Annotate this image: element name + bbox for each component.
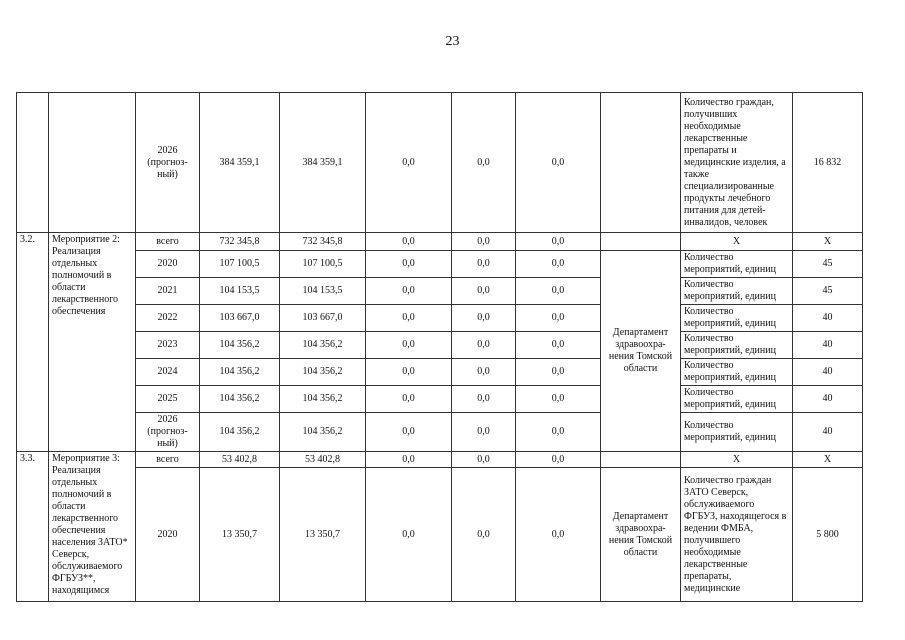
total-funds-cell: 384 359,1 [200, 93, 280, 233]
indicator-cell: Количество граждан ЗАТО Северск, обслуживаемого ФГБУЗ, находящегося в ведении ФМБА, получившего необходимые лекарственные препараты, медицинские [681, 468, 793, 602]
department-cell [601, 93, 681, 233]
department-cell: Департамент здравоохра-нения Томской области [601, 468, 681, 602]
total-funds-cell: 104 356,2 [200, 413, 280, 452]
extrabudget-cell: 0,0 [516, 93, 601, 233]
local-budget-cell: 0,0 [452, 305, 516, 332]
page-number: 23 [445, 34, 460, 49]
federal-budget-cell: 0,0 [366, 251, 452, 278]
target-value-cell: 40 [793, 305, 863, 332]
table-row [17, 386, 863, 413]
regional-budget-cell: 53 402,8 [280, 452, 366, 468]
total-funds-cell: 104 356,2 [200, 386, 280, 413]
regional-budget-cell: 104 356,2 [280, 359, 366, 386]
table-row [17, 251, 863, 278]
local-budget-cell: 0,0 [452, 452, 516, 468]
local-budget-cell: 0,0 [452, 468, 516, 602]
year-cell: 2020 [136, 251, 200, 278]
extrabudget-cell: 0,0 [516, 251, 601, 278]
target-value-cell: 45 [793, 278, 863, 305]
regional-budget-cell: 104 356,2 [280, 332, 366, 359]
regional-budget-cell: 384 359,1 [280, 93, 366, 233]
extrabudget-cell: 0,0 [516, 233, 601, 251]
target-value-cell: 40 [793, 386, 863, 413]
table-body [17, 93, 863, 602]
indicator-cell: Количество мероприятий, единиц [681, 332, 793, 359]
total-funds-cell: 104 356,2 [200, 332, 280, 359]
indicator-cell: Количество мероприятий, единиц [681, 251, 793, 278]
table-row [17, 468, 863, 602]
measure-name-cell: Мероприятие 2: Реализация отдельных полномочий в области лекарственного обеспечения [49, 233, 136, 452]
table-row [17, 413, 863, 452]
federal-budget-cell: 0,0 [366, 278, 452, 305]
extrabudget-cell: 0,0 [516, 452, 601, 468]
target-value-cell: 5 800 [793, 468, 863, 602]
extrabudget-cell: 0,0 [516, 413, 601, 452]
regional-budget-cell: 103 667,0 [280, 305, 366, 332]
indicator-cell: Количество граждан, получивших необходимые лекарственные препараты и медицинские изделия, а также специализированные продукты лечебного питания для детей-инвалидов, человек [681, 93, 793, 233]
local-budget-cell: 0,0 [452, 93, 516, 233]
federal-budget-cell: 0,0 [366, 386, 452, 413]
year-cell: 2025 [136, 386, 200, 413]
local-budget-cell: 0,0 [452, 386, 516, 413]
target-value-cell: 45 [793, 251, 863, 278]
federal-budget-cell: 0,0 [366, 359, 452, 386]
indicator-cell: Количество мероприятий, единиц [681, 413, 793, 452]
extrabudget-cell: 0,0 [516, 305, 601, 332]
table-row [17, 359, 863, 386]
target-value-cell: 40 [793, 359, 863, 386]
indicator-cell: Количество мероприятий, единиц [681, 278, 793, 305]
target-value-cell: 16 832 [793, 93, 863, 233]
target-value-cell: X [793, 233, 863, 251]
year-cell: 2022 [136, 305, 200, 332]
program-table [16, 92, 863, 602]
year-cell: 2026 (прогноз- ный) [136, 413, 200, 452]
federal-budget-cell: 0,0 [366, 93, 452, 233]
federal-budget-cell: 0,0 [366, 233, 452, 251]
indicator-cell: X [681, 452, 793, 468]
federal-budget-cell: 0,0 [366, 468, 452, 602]
total-funds-cell: 732 345,8 [200, 233, 280, 251]
local-budget-cell: 0,0 [452, 233, 516, 251]
year-cell: 2024 [136, 359, 200, 386]
federal-budget-cell: 0,0 [366, 305, 452, 332]
table-row [17, 278, 863, 305]
regional-budget-cell: 732 345,8 [280, 233, 366, 251]
year-cell: всего [136, 233, 200, 251]
regional-budget-cell: 104 356,2 [280, 413, 366, 452]
extrabudget-cell: 0,0 [516, 359, 601, 386]
measure-number-cell: 3.3. [17, 452, 49, 602]
number-cell [17, 93, 49, 233]
department-cell [601, 233, 681, 251]
measure-number-cell: 3.2. [17, 233, 49, 452]
federal-budget-cell: 0,0 [366, 413, 452, 452]
measure-name-cell: Мероприятие 3: Реализация отдельных полномочий в области лекарственного обеспечения населения ЗАТО* Северск, обслуживаемого ФГБУЗ**, находящимся [49, 452, 136, 602]
local-budget-cell: 0,0 [452, 251, 516, 278]
target-value-cell: 40 [793, 413, 863, 452]
extrabudget-cell: 0,0 [516, 278, 601, 305]
table-row [17, 233, 863, 251]
year-cell: 2023 [136, 332, 200, 359]
table-row [17, 93, 863, 233]
regional-budget-cell: 13 350,7 [280, 468, 366, 602]
local-budget-cell: 0,0 [452, 332, 516, 359]
federal-budget-cell: 0,0 [366, 332, 452, 359]
federal-budget-cell: 0,0 [366, 452, 452, 468]
total-funds-cell: 107 100,5 [200, 251, 280, 278]
extrabudget-cell: 0,0 [516, 386, 601, 413]
table-row [17, 332, 863, 359]
extrabudget-cell: 0,0 [516, 468, 601, 602]
total-funds-cell: 53 402,8 [200, 452, 280, 468]
regional-budget-cell: 107 100,5 [280, 251, 366, 278]
indicator-cell: Количество мероприятий, единиц [681, 386, 793, 413]
target-value-cell: X [793, 452, 863, 468]
regional-budget-cell: 104 153,5 [280, 278, 366, 305]
regional-budget-cell: 104 356,2 [280, 386, 366, 413]
measure-name-cell [49, 93, 136, 233]
year-cell: 2021 [136, 278, 200, 305]
indicator-cell: Количество мероприятий, единиц [681, 359, 793, 386]
table-row [17, 452, 863, 468]
total-funds-cell: 104 153,5 [200, 278, 280, 305]
total-funds-cell: 13 350,7 [200, 468, 280, 602]
total-funds-cell: 104 356,2 [200, 359, 280, 386]
target-value-cell: 40 [793, 332, 863, 359]
local-budget-cell: 0,0 [452, 413, 516, 452]
department-cell [601, 452, 681, 468]
indicator-cell: X [681, 233, 793, 251]
table-row [17, 305, 863, 332]
total-funds-cell: 103 667,0 [200, 305, 280, 332]
indicator-cell: Количество мероприятий, единиц [681, 305, 793, 332]
local-budget-cell: 0,0 [452, 359, 516, 386]
local-budget-cell: 0,0 [452, 278, 516, 305]
year-cell: всего [136, 452, 200, 468]
year-cell: 2026 (прогноз- ный) [136, 93, 200, 233]
extrabudget-cell: 0,0 [516, 332, 601, 359]
year-cell: 2020 [136, 468, 200, 602]
department-cell: Департамент здравоохра-нения Томской области [601, 251, 681, 452]
